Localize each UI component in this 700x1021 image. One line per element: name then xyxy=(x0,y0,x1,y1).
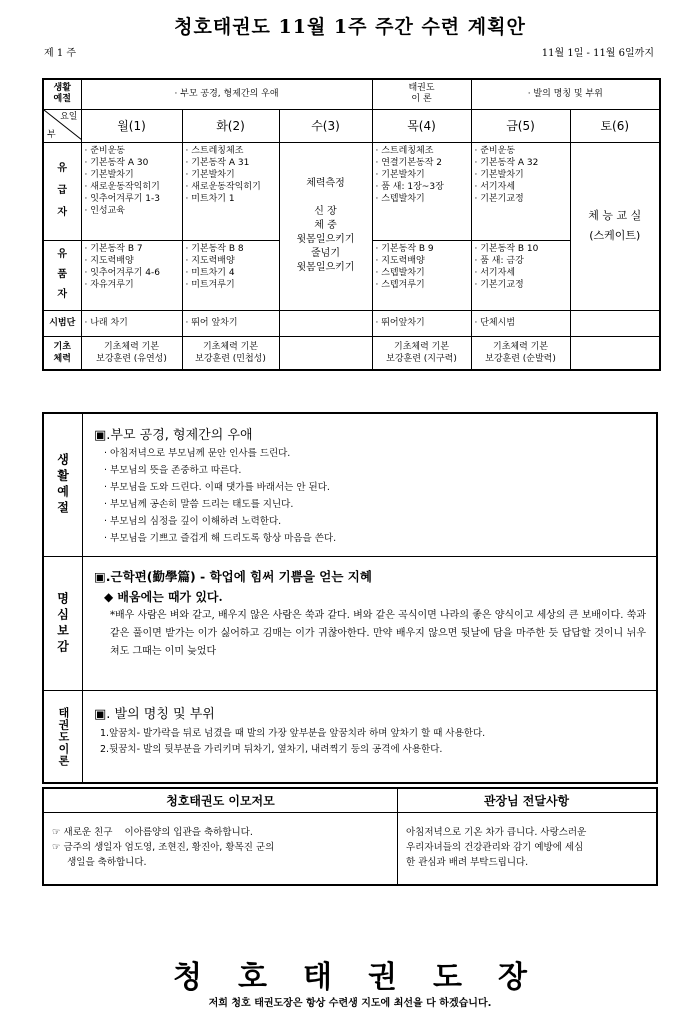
line-item: · 지도력배양 xyxy=(84,255,134,266)
youth-fri xyxy=(471,142,570,240)
line-item: · 새로운동작익히기 xyxy=(84,181,160,192)
line-item: · 기본동작 A 31 xyxy=(185,157,250,168)
sat-skating xyxy=(570,142,660,310)
line-item: (스케이트) xyxy=(589,229,641,242)
youth-tue xyxy=(182,142,279,240)
line-item: · 기본기교정 xyxy=(474,193,524,204)
line-item: 1.앞꿈치- 발가락을 뒤로 넘겼을 때 발의 가장 앞부분을 앞꿈치라 하며 앞차기 할 때 사용한다. xyxy=(100,728,486,739)
line-item: 체 중 xyxy=(314,220,337,231)
line-item: · 준비운동 xyxy=(84,145,125,156)
demo-fri: · 단체시범 xyxy=(471,310,570,336)
wed-fitness-test xyxy=(279,142,372,310)
line-item: · 스텝발차기 xyxy=(375,193,425,204)
demo-mon: · 나래 차기 xyxy=(81,310,182,336)
line-item: · 기본발차기 xyxy=(84,169,134,180)
line-item: 한 관심과 배려 부탁드립니다. xyxy=(406,857,529,868)
line-item: 기초체력 기본 xyxy=(493,341,549,352)
line-item: ☞ 새로운 친구 이아름양의 입관을 축하합니다. xyxy=(52,827,253,838)
demo-tue: · 뛰어 앞차기 xyxy=(182,310,279,336)
date-range: 11월 1일 - 11월 6일까지 xyxy=(541,48,654,59)
basic-tue xyxy=(182,336,279,370)
line-item: ☞ 금주의 생일자 엄도영, 조현진, 황진아, 황목진 군의 xyxy=(52,842,275,853)
line-item: · 스트레칭체조 xyxy=(375,145,434,156)
line-item: · 기본발차기 xyxy=(375,169,425,180)
youth-label: 유 급 자 xyxy=(43,142,81,240)
line-item: 신 장 xyxy=(314,206,337,217)
line-item: · 잇추어겨루기 1-3 xyxy=(84,193,160,204)
line-item: · 기본발차기 xyxy=(185,169,235,180)
line-item: 생일을 축하합니다. xyxy=(52,857,147,868)
life-label: 생활 예절 xyxy=(43,79,81,109)
line-item: · 아침저녁으로 부모님께 문안 인사를 드린다. xyxy=(104,448,291,459)
line-item: 보강훈련 (유연성) xyxy=(96,353,167,364)
day-fri: 금(5) xyxy=(471,109,570,142)
life-bullets xyxy=(94,445,646,547)
line-item: 기초체력 기본 xyxy=(202,341,259,352)
director-note-lines xyxy=(406,825,651,870)
week-number: 제 1 주 xyxy=(44,48,77,59)
maxim-text: *배우 사람은 벼와 같고, 배우지 않은 사람은 쑥과 같다. 벼와 같은 곡식이면 나라의 좋은 양식이고 세상의 큰 보배이다. 쑥과 같은 풀이면 밭가는 이가 싫어하고 김매는 이가 귀찮아한다. 만약 배우지 않으면 뒷날에 담을 마주한 듯 답답할 것이니 뉘우쳐도 그때는 이미 늦었다 xyxy=(110,610,646,657)
document-title: 청호태권도 11월 1주 주간 수련 계획안 xyxy=(174,16,526,38)
dan-mon xyxy=(81,240,182,310)
line-item: 윗몸일으키기 xyxy=(296,262,355,273)
line-item: · 품 새: 금강 xyxy=(474,255,524,266)
life-title: ▣.부모 공경, 형제간의 우애 xyxy=(94,428,253,443)
line-item: · 기본동작 B 10 xyxy=(474,243,539,254)
life-value: · 부모 공경, 형제간의 우애 xyxy=(81,79,372,109)
line-item: · 연결기본동작 2 xyxy=(375,157,442,168)
maxim-subtitle: ◆ 배움에는 때가 있다. xyxy=(104,590,223,604)
basic-sat xyxy=(570,336,660,370)
dan-fri xyxy=(471,240,570,310)
line-item: · 기본기교정 xyxy=(474,279,524,290)
line-item: · 미트겨루기 xyxy=(185,279,235,290)
line-item: · 부모님의 심정을 깊이 이해하려 노력한다. xyxy=(104,516,282,527)
maxim-section xyxy=(44,557,656,691)
day-sat: 토(6) xyxy=(570,109,660,142)
day-thu: 목(4) xyxy=(372,109,471,142)
tkd-theory-section xyxy=(44,691,656,782)
demo-label: 시범단 xyxy=(43,310,81,336)
line-item: · 잇추어겨루기 4-6 xyxy=(84,267,160,278)
demo-sat xyxy=(570,310,660,336)
line-item: 체력측정 xyxy=(306,178,345,189)
demo-wed xyxy=(279,310,372,336)
dan-thu xyxy=(372,240,471,310)
content-box xyxy=(42,412,658,784)
line-item: · 스트레칭체조 xyxy=(185,145,244,156)
line-item: 기초체력 기본 xyxy=(394,341,450,352)
line-item: 윗몸일으키기 xyxy=(296,234,355,245)
youth-mon xyxy=(81,142,182,240)
line-item: 보강훈련 (지구력) xyxy=(386,353,457,364)
day-mon: 월(1) xyxy=(81,109,182,142)
tkd-theory-label: 태권도 이 론 xyxy=(372,79,471,109)
line-item: 아침저녁으로 기온 차가 큽니다. 사랑스러운 xyxy=(406,827,587,838)
line-item: · 부모님의 뜻을 존중하고 따른다. xyxy=(104,465,242,476)
basic-fri xyxy=(471,336,570,370)
line-item: · 품 새: 1장~3장 xyxy=(375,181,444,192)
line-item: · 준비운동 xyxy=(474,145,516,156)
line-item: 줄넘기 xyxy=(311,248,340,259)
dan-label: 유 품 자 xyxy=(43,240,81,310)
line-item: · 기본발차기 xyxy=(474,169,524,180)
demo-thu: · 뛰어앞차기 xyxy=(372,310,471,336)
basic-fitness-label: 기초 체력 xyxy=(43,336,81,370)
line-item: · 서기자세 xyxy=(474,181,516,192)
dan-tue xyxy=(182,240,279,310)
news-title: 청호태권도 이모저모 xyxy=(44,789,397,813)
life-section-label: 생활예절 xyxy=(44,414,83,556)
line-item: 보강훈련 (순발력) xyxy=(485,353,556,364)
corner-header: 요일 부 xyxy=(43,109,81,142)
line-item: · 서기자세 xyxy=(474,267,516,278)
line-item: · 자유겨루기 xyxy=(84,279,134,290)
theory-section-label: 태권도이론 xyxy=(44,691,83,782)
line-item: · 부모님을 기쁘고 즐겁게 해 드리도록 항상 마음을 쓴다. xyxy=(104,533,337,544)
line-item: · 기본동작 B 7 xyxy=(84,243,143,254)
line-item: 보강훈련 (민첩성) xyxy=(195,353,266,364)
youth-thu xyxy=(372,142,471,240)
line-item: · 스텝겨루기 xyxy=(375,279,425,290)
notice-box xyxy=(42,787,658,886)
weekly-schedule-table xyxy=(42,78,661,371)
line-item: · 미트차기 1 xyxy=(185,193,235,204)
line-item: · 인성교육 xyxy=(84,205,125,216)
line-item: · 지도력배양 xyxy=(375,255,425,266)
line-item: · 미트차기 4 xyxy=(185,267,235,278)
day-wed: 수(3) xyxy=(279,109,372,142)
news-lines xyxy=(52,825,392,870)
line-item: · 새로운동작익히기 xyxy=(185,181,261,192)
footer-slogan: 저희 청호 태권도장은 항상 수련생 지도에 최선을 다 하겠습니다. xyxy=(208,998,492,1009)
maxim-title: ▣.근학편(勤學篇) - 학업에 힘써 기쁨을 얻는 지혜 xyxy=(94,569,372,584)
director-note-title: 관장님 전달사항 xyxy=(397,789,656,813)
line-item: · 부모님을 도와 드린다. 이때 댓가를 바래서는 안 된다. xyxy=(104,482,330,493)
line-item: 체 능 교 실 xyxy=(588,209,642,222)
line-item: 기초체력 기본 xyxy=(103,341,160,352)
line-item: · 지도력배양 xyxy=(185,255,235,266)
line-item: · 기본동작 A 30 xyxy=(84,157,149,168)
maxim-section-label: 명심보감 xyxy=(44,557,83,690)
line-item: · 기본동작 A 32 xyxy=(474,157,539,168)
day-tue: 화(2) xyxy=(182,109,279,142)
life-etiquette-section xyxy=(44,414,656,557)
theory-lines xyxy=(94,726,646,758)
theory-title: ▣. 발의 명칭 및 부위 xyxy=(94,707,215,722)
line-item: 2.뒷꿈치- 발의 뒷부분을 가리키며 뒤차기, 옆차기, 내려찍기 등의 공격에 사용한다. xyxy=(100,744,443,755)
tkd-theory-value: · 발의 명칭 및 부위 xyxy=(471,79,660,109)
line-item: · 기본동작 B 9 xyxy=(375,243,434,254)
basic-thu xyxy=(372,336,471,370)
line-item: · 부모님께 공손히 말씀 드리는 태도를 지닌다. xyxy=(104,499,294,510)
line-item: · 스텝발차기 xyxy=(375,267,425,278)
line-item: · 기본동작 B 8 xyxy=(185,243,244,254)
dojang-name: 청호태권도장 xyxy=(173,960,563,995)
basic-wed xyxy=(279,336,372,370)
basic-mon xyxy=(81,336,182,370)
line-item xyxy=(283,191,369,205)
line-item: 우리자녀들의 건강관리와 감기 예방에 세심 xyxy=(406,842,584,853)
